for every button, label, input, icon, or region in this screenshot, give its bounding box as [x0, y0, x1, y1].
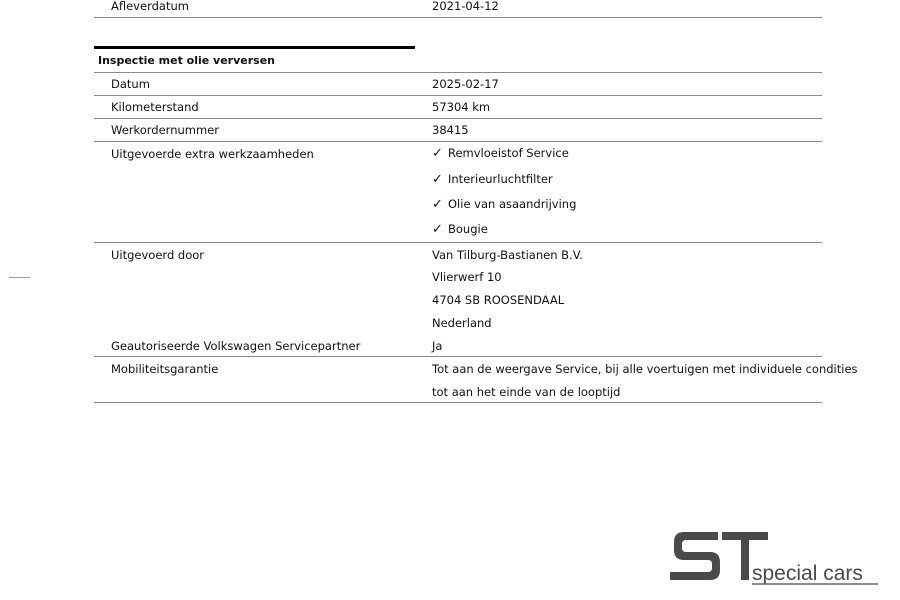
dealer-country: Nederland — [432, 316, 492, 330]
extra-item: ✓ Remvloeistof Service — [432, 146, 569, 161]
dealer-street: Vlierwerf 10 — [432, 270, 502, 284]
dealer-name: Van Tilburg-Bastianen B.V. — [432, 248, 583, 262]
row-divider — [94, 72, 822, 73]
section-header-bar — [94, 46, 415, 49]
row-divider — [94, 402, 822, 403]
datum-value: 2025-02-17 — [432, 77, 499, 91]
afleverdatum-label: Afleverdatum — [111, 0, 189, 13]
servicepartner-label: Geautoriseerde Volkswagen Servicepartner — [111, 339, 361, 353]
row-divider — [94, 356, 822, 357]
werkordernummer-value: 38415 — [432, 123, 469, 137]
row-divider — [94, 242, 822, 243]
kilometerstand-label: Kilometerstand — [111, 100, 199, 114]
checkmark-icon: ✓ — [432, 172, 443, 187]
logo-text: special cars — [752, 562, 863, 585]
margin-mark — [9, 277, 30, 278]
checkmark-icon: ✓ — [432, 197, 443, 212]
row-divider — [94, 95, 822, 96]
extra-item: ✓ Olie van asaandrijving — [432, 197, 577, 212]
checkmark-icon: ✓ — [432, 146, 443, 161]
mobiliteitsgarantie-line-2: tot aan het einde van de looptijd — [432, 385, 621, 399]
mobiliteitsgarantie-label: Mobiliteitsgarantie — [111, 362, 219, 376]
werkordernummer-label: Werkordernummer — [111, 123, 219, 137]
st-special-cars-logo — [668, 530, 888, 590]
mobiliteitsgarantie-line-1: Tot aan de weergave Service, bij alle voertuigen met individuele condities — [432, 362, 858, 376]
datum-label: Datum — [111, 77, 150, 91]
row-divider — [94, 141, 822, 142]
afleverdatum-value: 2021-04-12 — [432, 0, 499, 13]
dealer-city: 4704 SB ROOSENDAAL — [432, 293, 565, 307]
extra-item: ✓ Interieurluchtfilter — [432, 172, 553, 187]
extra-werkzaamheden-label: Uitgevoerde extra werkzaamheden — [111, 147, 314, 161]
servicepartner-value: Ja — [432, 339, 443, 353]
uitgevoerd-door-label: Uitgevoerd door — [111, 248, 204, 262]
logo-s-shape — [670, 532, 720, 580]
section-title: Inspectie met olie verversen — [98, 54, 275, 67]
extra-item: ✓ Bougie — [432, 222, 488, 237]
row-divider — [94, 118, 822, 119]
kilometerstand-value: 57304 km — [432, 100, 491, 114]
row-divider — [94, 17, 822, 18]
checkmark-icon: ✓ — [432, 222, 443, 237]
